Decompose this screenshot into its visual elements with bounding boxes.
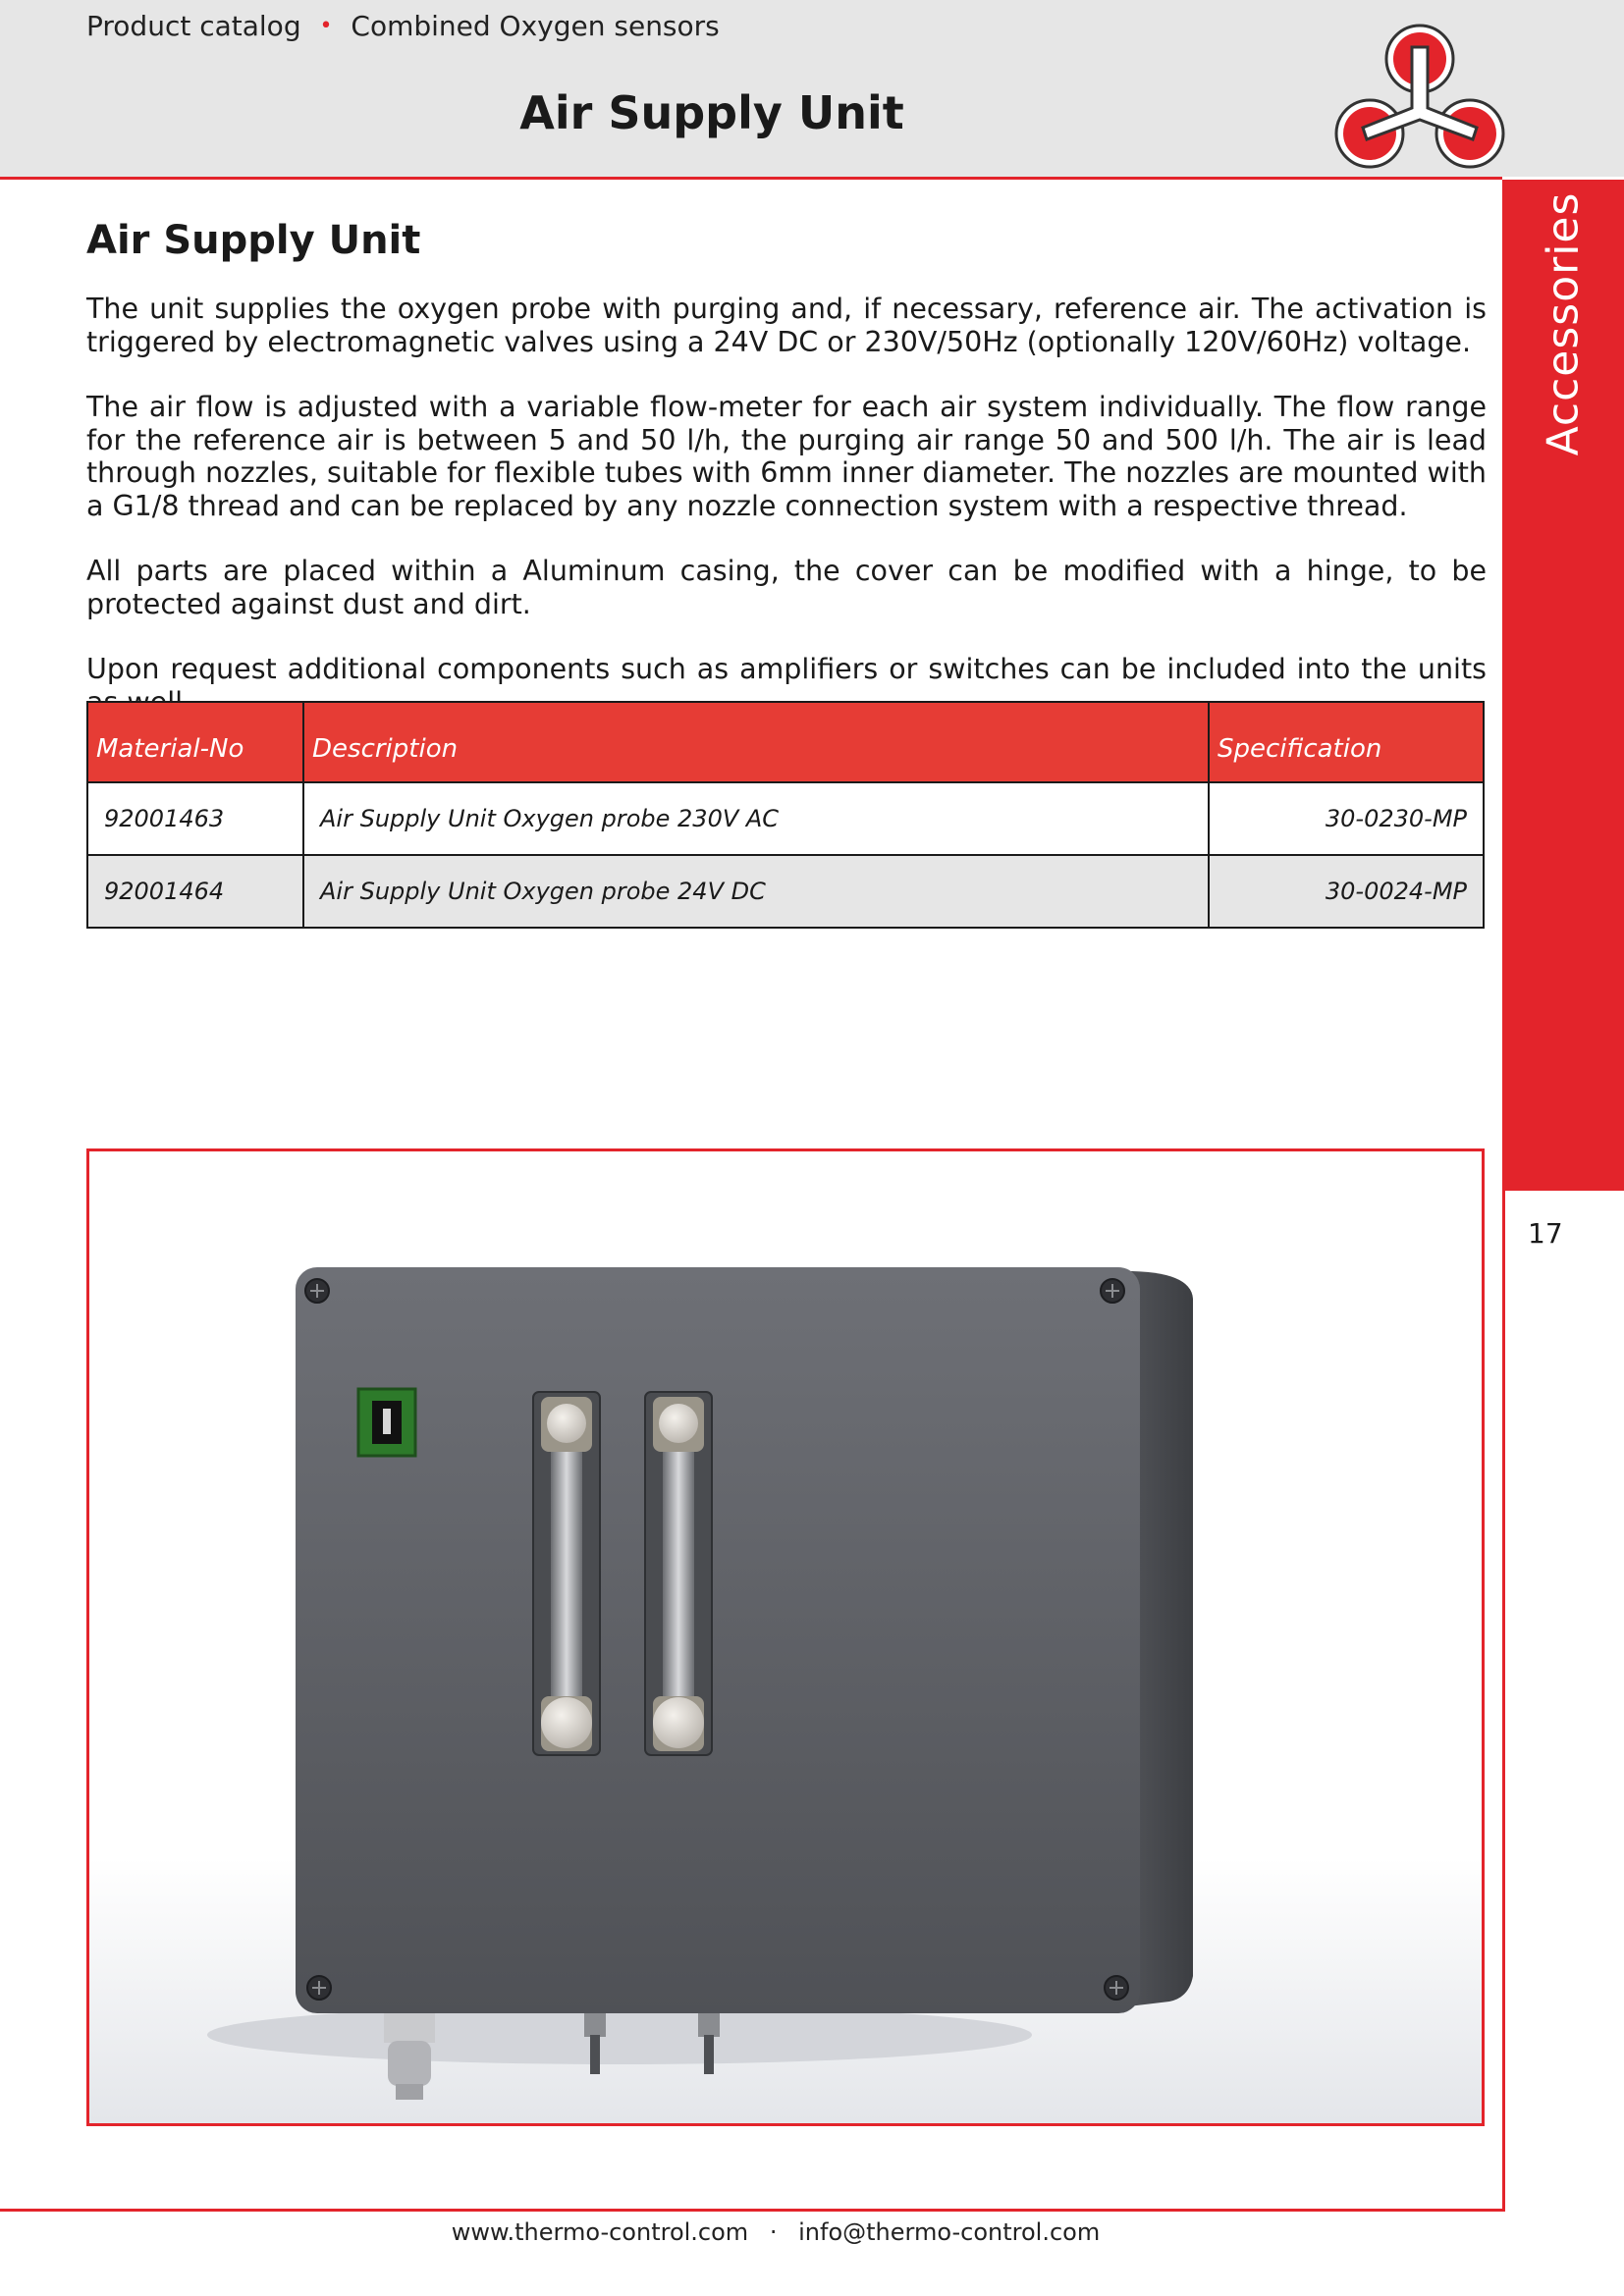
paragraph: The air flow is adjusted with a variable flow-meter for each air system individually. The flow range for the reference air is between 5 and 50 l/h, the purging air range 50 and 500 l/h. The air is lead through nozzles, suitable for flexible tubes with 6mm inner diameter. The nozzles are mounted with a G1/8 thread and can be replaced by any nozzle connection system with a respective thread. <box>86 391 1487 522</box>
breadcrumb-product-catalog[interactable]: Product catalog <box>86 10 301 42</box>
specification-cell: 30-0024-MP <box>1209 855 1484 928</box>
specification-cell: 30-0230-MP <box>1209 782 1484 855</box>
paragraph: Upon request additional components such as amplifiers or switches can be included into the units <box>86 653 1487 685</box>
column-header-specification: Specification <box>1209 702 1484 782</box>
page-title: Air Supply Unit <box>519 86 904 139</box>
email-link[interactable]: info@thermo-control.com <box>798 2218 1101 2246</box>
table-row <box>87 855 1484 928</box>
section-tab-label: Accessories <box>1538 191 1589 456</box>
page-header <box>0 0 1624 177</box>
body-text <box>86 293 1487 751</box>
description-cell: Air Supply Unit Oxygen probe 24V DC <box>303 855 1209 928</box>
table-header-row <box>87 702 1484 782</box>
company-logo <box>1333 18 1506 170</box>
breadcrumb-combined-oxygen-sensors[interactable]: Combined Oxygen sensors <box>351 10 720 42</box>
website-link[interactable]: www.thermo-control.com <box>451 2218 749 2246</box>
right-margin-rule <box>1502 180 1505 2212</box>
product-photo-frame <box>86 1148 1485 2126</box>
description-cell: Air Supply Unit Oxygen probe 230V AC <box>303 782 1209 855</box>
column-header-description: Description <box>303 702 1209 782</box>
paragraph: All parts are placed within a Aluminum casing, the cover can be modified with a hinge, to be protected against dust and dirt. <box>86 555 1487 620</box>
air-supply-unit-image <box>89 1151 1482 2123</box>
material-no-cell: 92001463 <box>87 782 303 855</box>
footer <box>0 2218 1551 2246</box>
parts-table <box>86 701 1485 929</box>
paragraph: The unit supplies the oxygen probe with purging and, if necessary, reference air. The activation is triggered by electromagnetic valves using a 24V DC or 230V/50Hz (optionally 120V/60Hz) voltage. <box>86 293 1487 358</box>
column-header-material-no: Material-No <box>87 702 303 782</box>
footer-separator: · <box>769 2218 778 2246</box>
header-rule <box>0 177 1502 180</box>
section-title: Air Supply Unit <box>86 218 421 263</box>
material-no-cell: 92001464 <box>87 855 303 928</box>
page-number: 17 <box>1528 1217 1563 1250</box>
table-row <box>87 782 1484 855</box>
breadcrumb <box>86 10 720 42</box>
breadcrumb-separator: • <box>319 14 333 38</box>
footer-rule <box>0 2209 1505 2212</box>
